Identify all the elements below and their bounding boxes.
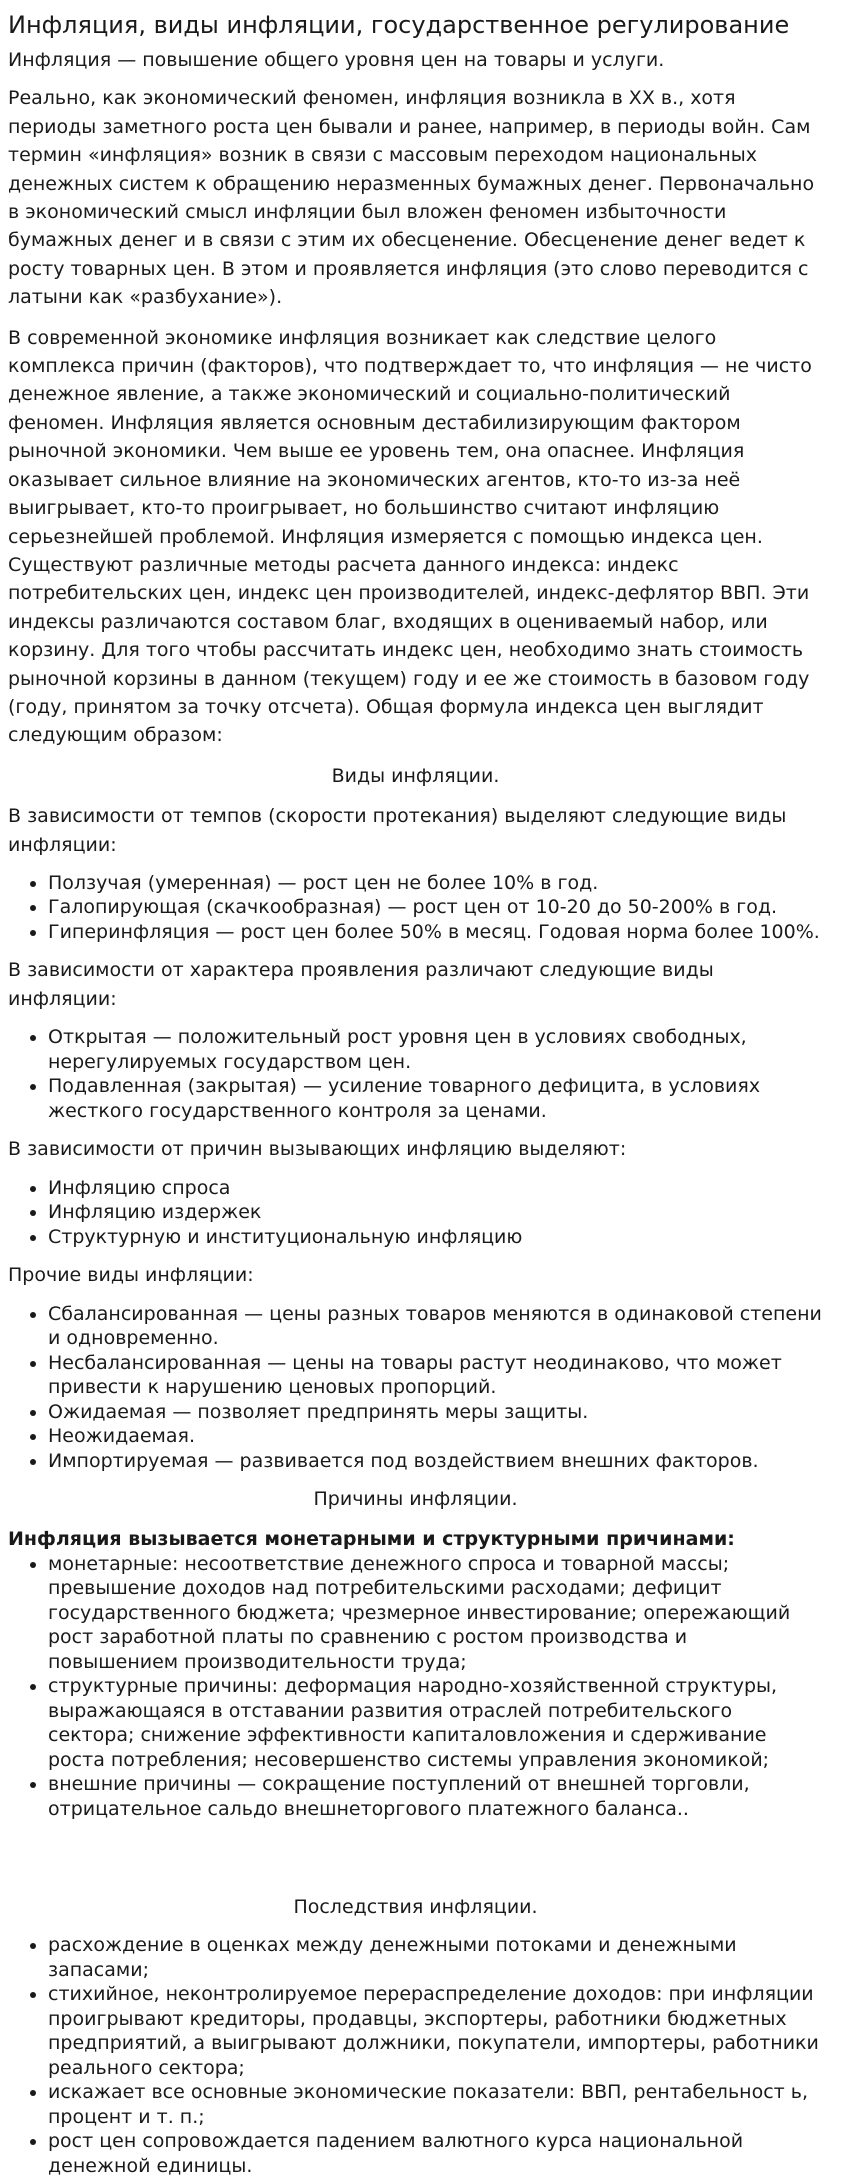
list-item: • монетарные: несоответствие денежного спроса и товарной массы; превышение доходов над потребительскими расходами; дефицит государственного бюджета; чрезмерное инвестирование; опережающий рост заработной платы по сравнению с ростом производства и повышением производительности труда;	[48, 1552, 823, 1675]
causes-heading: Причины инфляции.	[313, 1488, 518, 1511]
by-rate-list	[8, 871, 823, 945]
by-manifestation-intro: В зависимости от характера проявления различают следующие виды инфляции:	[8, 959, 714, 1010]
list-item: • стихийное, неконтролируемое перераспределение доходов: при инфляции проигрывают кредиторы, продавцы, экспортеры, работники бюджетных предприятий, а выигрывают должники, покупатели, импортеры, работники реального сектора;	[48, 1982, 823, 2080]
by-manifestation-list	[8, 1025, 823, 1123]
list-item: • структурные причины: деформация народно-хозяйственной структуры, выражающаяся в отставании развития отраслей потребительского сектора; снижение эффективности капиталовложения и сдерживание роста потребления; несовершенство системы управления экономикой;	[48, 1674, 823, 1772]
list-item: • Открытая — положительный рост уровня цен в условиях свободных, нерегулируемых государством цен.	[48, 1025, 823, 1074]
list-item: • Импортируемая — развивается под воздействием внешних факторов.	[48, 1449, 823, 1474]
list-item: • Сбалансированная — цены разных товаров меняются в одинаковой степени и одновременно.	[48, 1302, 823, 1351]
list-item: • Инфляцию издержек	[48, 1200, 823, 1225]
consequences-heading: Последствия инфляции.	[293, 1896, 538, 1918]
list-item: • Инфляцию спроса	[48, 1176, 823, 1201]
consequences-list	[8, 1933, 823, 2178]
other-types-list	[8, 1302, 823, 1474]
list-item: • рост цен сопровождается падением валютного курса национальной денежной единицы.	[48, 2129, 823, 2178]
other-types-intro: Прочие виды инфляции:	[8, 1264, 254, 1287]
causes-lead: Инфляция вызывается монетарными и структурными причинами:	[8, 1527, 735, 1550]
by-cause-list	[8, 1176, 823, 1250]
list-item: • Ползучая (умеренная) — рост цен не более 10% в год.	[48, 871, 823, 896]
spacer	[8, 1833, 823, 1889]
list-item: • искажает все основные экономические показатели: ВВП, рентабельност ь, процент и т. п.;	[48, 2080, 823, 2129]
list-item: • расхождение в оценках между денежными потоками и денежными запасами;	[48, 1933, 823, 1982]
page-title: Инфляция, виды инфляции, государственное регулирование	[8, 11, 790, 39]
list-item: • Несбалансированная — цены на товары растут неодинаково, что может привести к нарушению ценовых пропорций.	[48, 1351, 823, 1400]
types-heading: Виды инфляции.	[331, 764, 500, 787]
list-item: • Ожидаемая — позволяет предпринять меры защиты.	[48, 1400, 823, 1425]
list-item: • внешние причины — сокращение поступлений от внешней торговли, отрицательное сальдо внешнеторгового платежного баланса..	[48, 1772, 823, 1821]
causes-list	[8, 1552, 823, 1822]
modern-paragraph: В современной экономике инфляция возникает как следствие целого комплекса причин (факторов), что подтверждает то, что инфляция — не чисто денежное явление, а также экономический и социально-политический феномен. Инфляция является основным дестабилизирующим фактором рыночной экономики. Чем выше ее уровень тем, она опаснее. Инфляция оказывает сильное влияние на экономических агентов, кто-то из-за неё выигрывает, кто-то проигрывает, но большинство считают инфляцию серьезнейшей проблемой. Инфляция измеряется с помощью индекса цен. Существуют различные методы расчета данного индекса: индекс потребительских цен, индекс цен производителей, индекс-дефлятор ВВП. Эти индексы различаются составом благ, входящих в оцениваемый набор, или корзину. Для того чтобы рассчитать индекс цен, необходимо знать стоимость рыночной корзины в данном (текущем) году и ее же стоимость в базовом году (году, принятом за точку отсчета). Общая формула индекса цен выглядит следующим образом:	[8, 326, 812, 747]
definition-paragraph: Инфляция — повышение общего уровня цен на товары и услуги.	[8, 49, 665, 71]
list-item: • Подавленная (закрытая) — усиление товарного дефицита, в условиях жесткого государственного контроля за ценами.	[48, 1074, 823, 1123]
by-rate-intro: В зависимости от темпов (скорости протекания) выделяют следующие виды инфляции:	[8, 805, 787, 856]
history-paragraph: Реально, как экономический феномен, инфляция возникла в XX в., хотя периоды заметного роста цен бывали и ранее, например, в периоды войн. Сам термин «инфляция» возник в связи с массовым переходом национальных денежных систем к обращению неразменных бумажных денег. Первоначально в экономический смысл инфляции был вложен феномен избыточности бумажных денег и в связи с этим их обесценение. Обесценение денег ведет к росту товарных цен. В этом и проявляется инфляция (это слово переводится с латыни как «разбухание»).	[8, 87, 815, 309]
list-item: • Галопирующая (скачкообразная) — рост цен от 10-20 до 50-200% в год.	[48, 895, 823, 920]
list-item: • Структурную и институциональную инфляцию	[48, 1225, 823, 1250]
list-item: • Неожидаемая.	[48, 1424, 823, 1449]
list-item: • Гиперинфляция — рост цен более 50% в месяц. Годовая норма более 100%.	[48, 920, 823, 945]
by-cause-intro: В зависимости от причин вызывающих инфляцию выделяют:	[8, 1138, 627, 1161]
